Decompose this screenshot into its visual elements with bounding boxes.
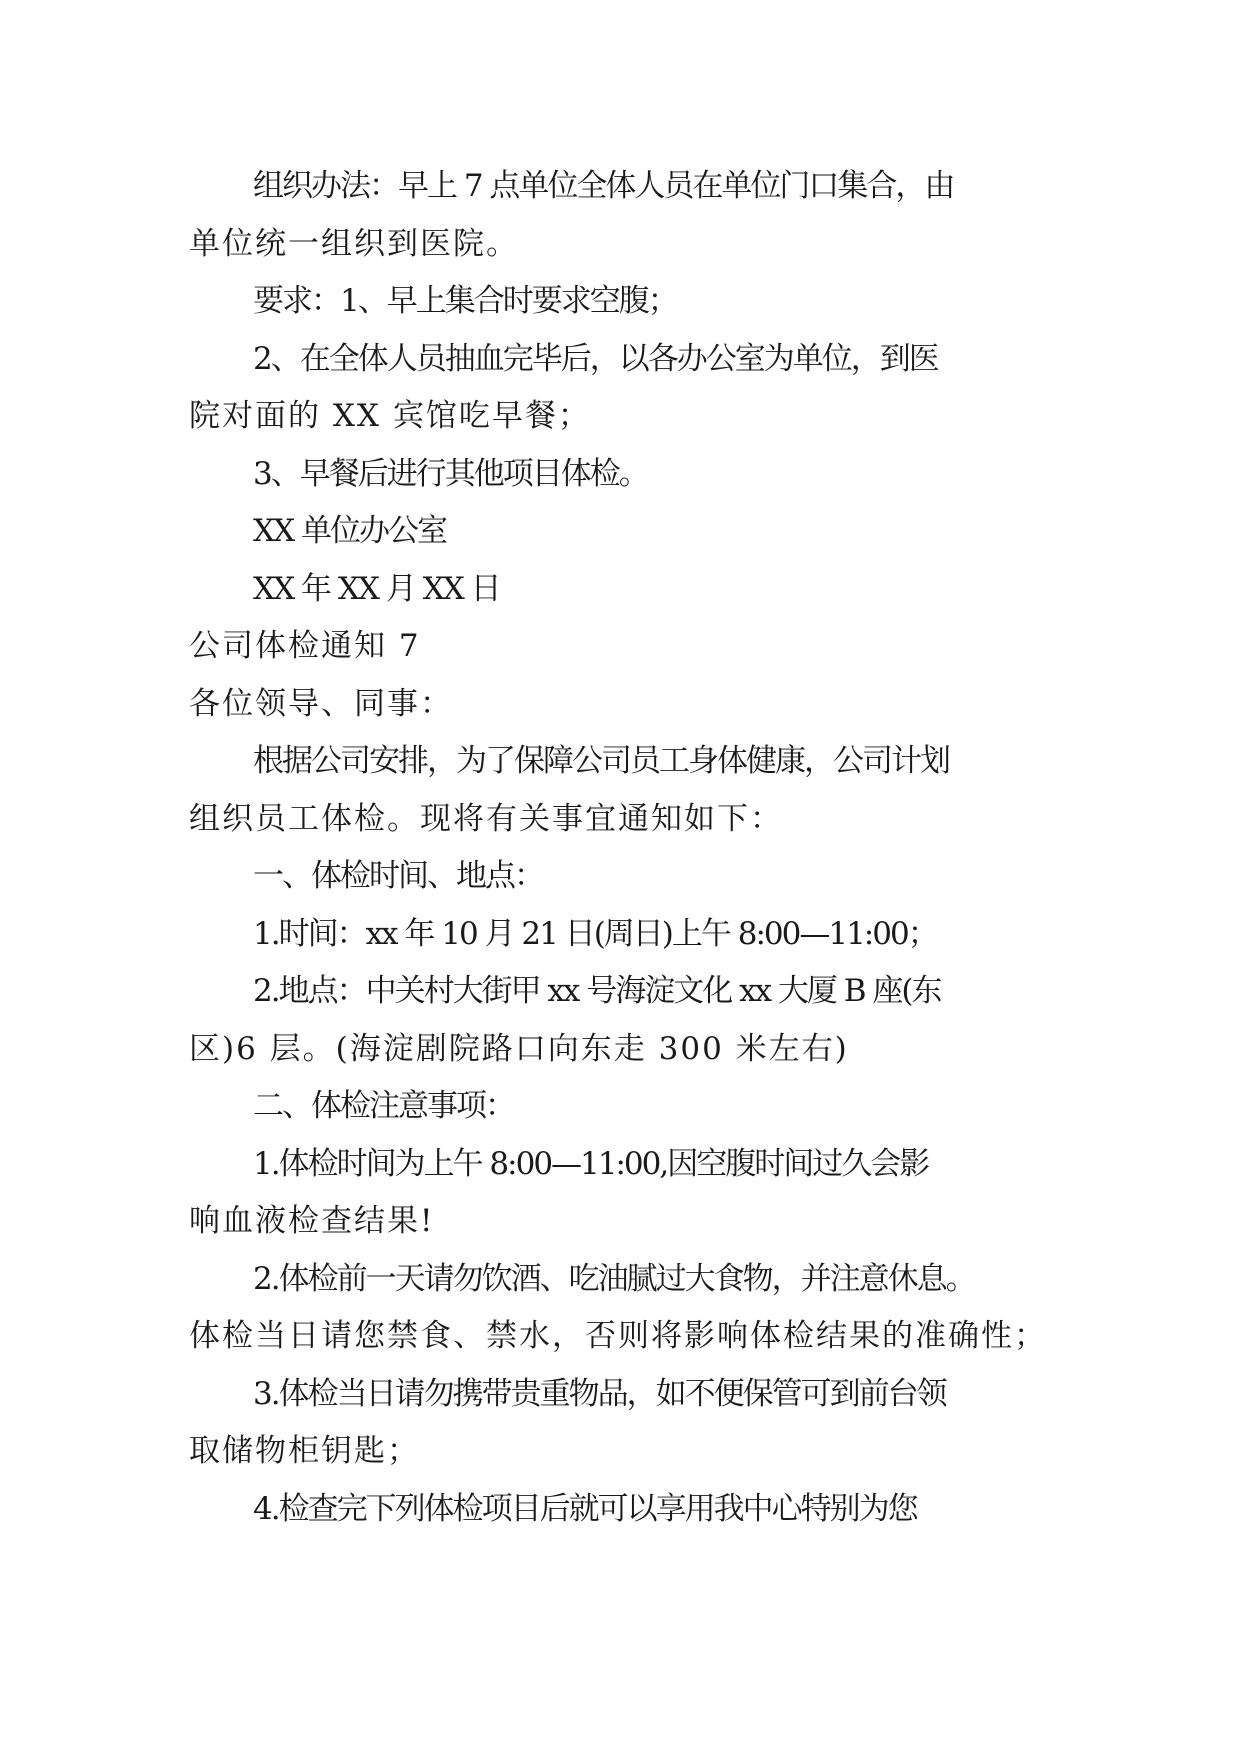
paragraph-line: 区)6 层。(海淀剧院路口向东走 300 米左右) xyxy=(189,1031,849,1067)
paragraph-line: 1.体检时间为上午 8:00—11:00,因空腹时间过久会影 xyxy=(253,1146,929,1182)
paragraph-line: 响血液检查结果! xyxy=(189,1203,435,1239)
paragraph-line: 根据公司安排，为了保障公司员工身体健康，公司计划 xyxy=(253,743,949,779)
paragraph-line: 组织办法：早上 7 点单位全体人员在单位门口集合，由 xyxy=(253,168,954,204)
paragraph-line: 3.体检当日请勿携带贵重物品，如不便保管可到前台领 xyxy=(253,1376,946,1412)
paragraph-line: 院对面的 XX 宾馆吃早餐； xyxy=(189,398,591,434)
paragraph-line: 2.体检前一天请勿饮酒、吃油腻过大食物，并注意休息。 xyxy=(253,1261,975,1297)
paragraph-line: 组织员工体检。现将有关事宜通知如下： xyxy=(189,801,783,837)
section-heading: 一、体检时间、地点： xyxy=(253,858,543,894)
paragraph-line: 3、早餐后进行其他项目体检。 xyxy=(253,456,648,492)
paragraph-line: 2.地点：中关村大街甲 xx 号海淀文化 xx 大厦 B 座(东 xyxy=(253,973,941,1009)
paragraph-line: 体检当日请您禁食、禁水，否则将影响体检结果的准确性； xyxy=(189,1318,1047,1354)
section-heading: 二、体检注意事项： xyxy=(253,1088,514,1124)
paragraph-line: 单位统一组织到医院。 xyxy=(189,226,519,262)
paragraph-line: 4.检查完下列体检项目后就可以享用我中心特别为您 xyxy=(253,1491,917,1527)
paragraph-line: 要求：1、早上集合时要求空腹； xyxy=(253,283,677,319)
signature-org: XX 单位办公室 xyxy=(253,513,446,549)
notice-title: 公司体检通知 7 xyxy=(189,628,421,664)
paragraph-line: 1.时间：xx 年 10 月 21 日(周日)上午 8:00—11:00； xyxy=(253,916,937,952)
signature-date: XX 年 XX 月 XX 日 xyxy=(253,571,500,607)
salutation: 各位领导、同事： xyxy=(189,686,453,722)
paragraph-line: 2、在全体人员抽血完毕后，以各办公室为单位，到医 xyxy=(253,341,938,377)
paragraph-line: 取储物柜钥匙； xyxy=(189,1433,420,1469)
